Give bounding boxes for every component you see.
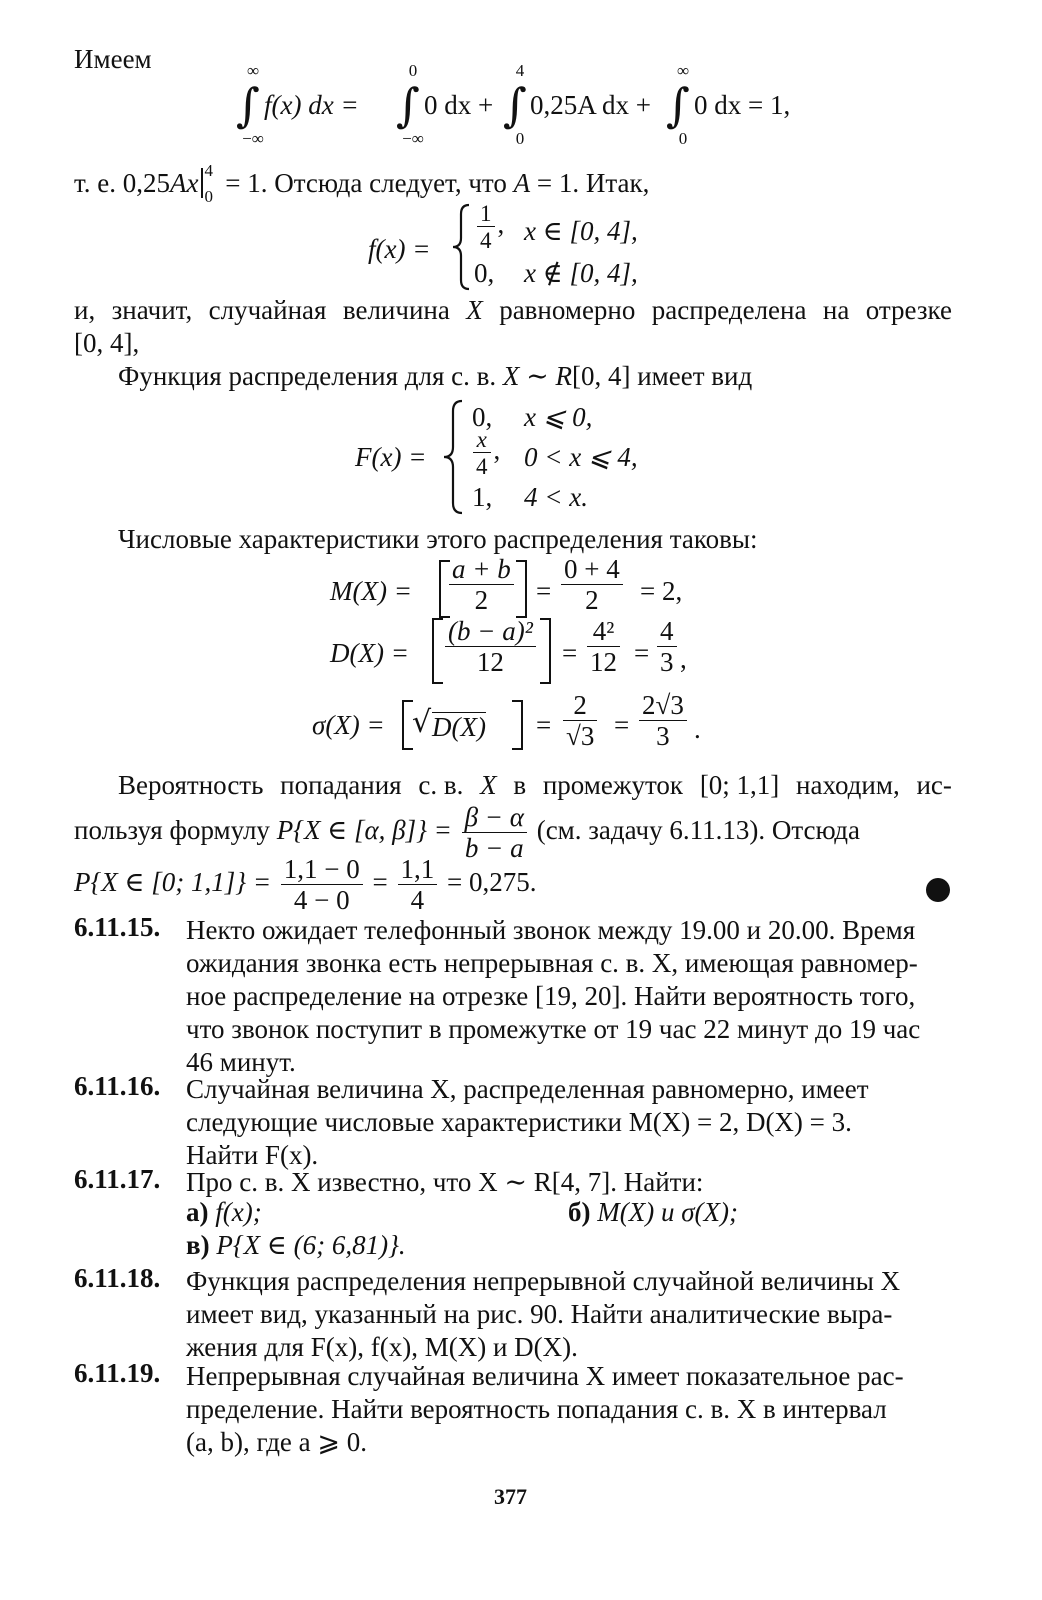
cdf-condition-3: 4 < x. — [524, 482, 588, 512]
problem-text: Непрерывная случайная величина X имеет показательное рас- пределение. Найти вероятность попадания с. в. X в интервал (a, b), где a ⩾ 0. — [186, 1361, 904, 1457]
page-number: 377 — [494, 1484, 527, 1509]
intro-word: Имеем — [74, 44, 152, 74]
subitem-c: в) P{X ∈ (6; 6,81)}. — [186, 1230, 406, 1260]
mean-frac-2: $\frac{0 + 4}{2}$ — [558, 556, 626, 614]
cdf-value-1: 0, — [472, 402, 493, 432]
text-line-4: Функция распределения для с. в. X ∼ R[0, 4] имеет вид — [118, 361, 753, 391]
variance-frac-2: $\frac{\text{4²}}{12}$ — [584, 618, 623, 676]
cdf-lhs: F(x) = — [355, 442, 427, 472]
mean-result: = 2, — [640, 576, 683, 606]
text-line-5: Числовые характеристики этого распределения таковы: — [118, 524, 758, 554]
variance-bracket-right — [540, 618, 551, 684]
variance-frac-1: $\frac{\text{(b − a)²}}{12}$ — [442, 618, 539, 676]
cdf-condition-2: 0 < x ⩽ 4, — [524, 442, 638, 472]
integrand-2: 0 dx + — [424, 90, 494, 120]
upper-limit-3: 4 — [515, 61, 525, 80]
mean-eq: = — [536, 576, 552, 606]
subitem-a: а) f(x); — [186, 1197, 262, 1227]
lower-limit-1: −∞ — [242, 129, 264, 148]
eval-bar — [201, 168, 203, 198]
problem-text: Про с. в. X известно, что X ∼ R[4, 7]. Найти: — [186, 1167, 704, 1197]
density-value-2: 0, — [474, 258, 495, 288]
density-brace — [449, 202, 473, 292]
integral-sign-3: ∫ — [503, 78, 527, 132]
integral-sign-1: ∫ — [236, 78, 260, 132]
text-line-6: Вероятность попадания с. в. X в промежуток [0; 1,1] находим, ис- — [118, 770, 952, 800]
text-line-3: [0, 4], — [74, 328, 140, 358]
text-line-1 — [74, 161, 650, 206]
subitem-b: б) M(X) и σ(X); — [568, 1197, 738, 1227]
stddev-eq: = — [536, 710, 552, 740]
lower-limit-4: 0 — [678, 129, 688, 148]
stddev-bracket-right — [512, 700, 523, 750]
integrand-3: 0,25A dx + — [530, 90, 651, 120]
stddev-tail: . — [694, 714, 701, 744]
mean-frac-1: $\frac{a + b}{2}$ — [446, 556, 517, 614]
variance-frac-3: $\frac{4}{3}$ — [654, 618, 680, 676]
stddev-lhs: σ(X) = — [312, 710, 385, 740]
eval-upper: 4 — [204, 161, 213, 180]
text-ax: Ax — [170, 168, 199, 198]
variance-lhs: D(X) = — [330, 638, 409, 668]
cdf-condition-1: x ⩽ 0, — [524, 402, 593, 432]
density-value-1: $\frac{1}{4}$ , — [474, 202, 504, 252]
upper-limit-4: ∞ — [676, 61, 690, 80]
sqrt-radicand: D(X) — [432, 712, 486, 742]
problem-text: Случайная величина X, распределенная равномерно, имеет следующие числовые характеристики M(X) = 2, D(X) = 3. Найти F(x). — [186, 1074, 869, 1170]
cdf-value-3: 1, — [472, 482, 493, 512]
text-conclusion: = 1. Отсюда следует, что — [225, 168, 507, 198]
lower-limit-2: −∞ — [402, 129, 424, 148]
text-line-8: P{X ∈ [0; 1,1]} = $\frac{1,1 - 0}{4 - 0}$ = $\frac{1,1}{4}$ = 0,275. — [74, 854, 537, 915]
end-of-solution-bullet — [926, 878, 950, 902]
problem-text: Некто ожидает телефонный звонок между 19.00 и 20.00. Время ожидания звонка есть непрерывная с. в. X, имеющая равномер- ное распределение на отрезке [19, 20]. Найти вероятность того, что звонок поступит в промежутке от 19 час 22 минут до 19 час 46 минут. — [186, 915, 921, 1077]
eval-lower: 0 — [204, 187, 213, 206]
problem-number: 6.11.15. — [74, 912, 161, 942]
variance-eq: = — [562, 638, 578, 668]
integral-sign-2: ∫ — [396, 78, 420, 132]
text-line-7: пользуя формулу P{X ∈ [α, β]} = $\frac{\beta - \alpha}{b - a}$ (см. задачу 6.11.13). Отсюда — [74, 802, 861, 863]
problem-number: 6.11.16. — [74, 1071, 161, 1101]
cdf-brace — [440, 398, 466, 516]
problem-number: 6.11.17. — [74, 1164, 161, 1194]
stddev-eq2: = — [614, 710, 630, 740]
text-te: т. е. 0,25 — [74, 168, 171, 198]
problem-number: 6.11.19. — [74, 1358, 161, 1388]
density-lhs: f(x) = — [368, 234, 431, 264]
text-line-2: и, значит, случайная величина X равномерно распределена на отрезке — [74, 295, 952, 325]
cdf-value-2: $\frac{x}{4}$ , — [470, 428, 500, 478]
density-condition-2: x ∉ [0, 4], — [524, 258, 638, 288]
mean-lhs: M(X) = — [330, 576, 412, 606]
variance-tail: , — [680, 644, 687, 674]
upper-limit-1: ∞ — [246, 61, 260, 80]
problem-text: Функция распределения непрерывной случайной величины X имеет вид, указанный на рис. 90. Найти аналитические выра- жения для F(x), f(x), M(X) и D(X). — [186, 1266, 901, 1362]
integrand-1: f(x) dx = — [264, 90, 359, 120]
stddev-frac-2: $\frac{2}{√3}$ — [560, 692, 600, 750]
text-a: A — [513, 168, 531, 198]
text-itak: = 1. Итак, — [536, 168, 650, 198]
stddev-frac-3: $\frac{2√3}{3}$ — [636, 692, 690, 750]
lower-limit-3: 0 — [515, 129, 525, 148]
integral-sign-4: ∫ — [666, 78, 690, 132]
mean-bracket-right — [516, 560, 527, 618]
sqrt-sign: √ — [412, 705, 432, 740]
variance-eq2: = — [634, 638, 650, 668]
upper-limit-2: 0 — [408, 61, 418, 80]
problem-number: 6.11.18. — [74, 1263, 161, 1293]
integrand-4: 0 dx = 1, — [694, 90, 791, 120]
density-condition-1: x ∈ [0, 4], — [524, 216, 638, 246]
